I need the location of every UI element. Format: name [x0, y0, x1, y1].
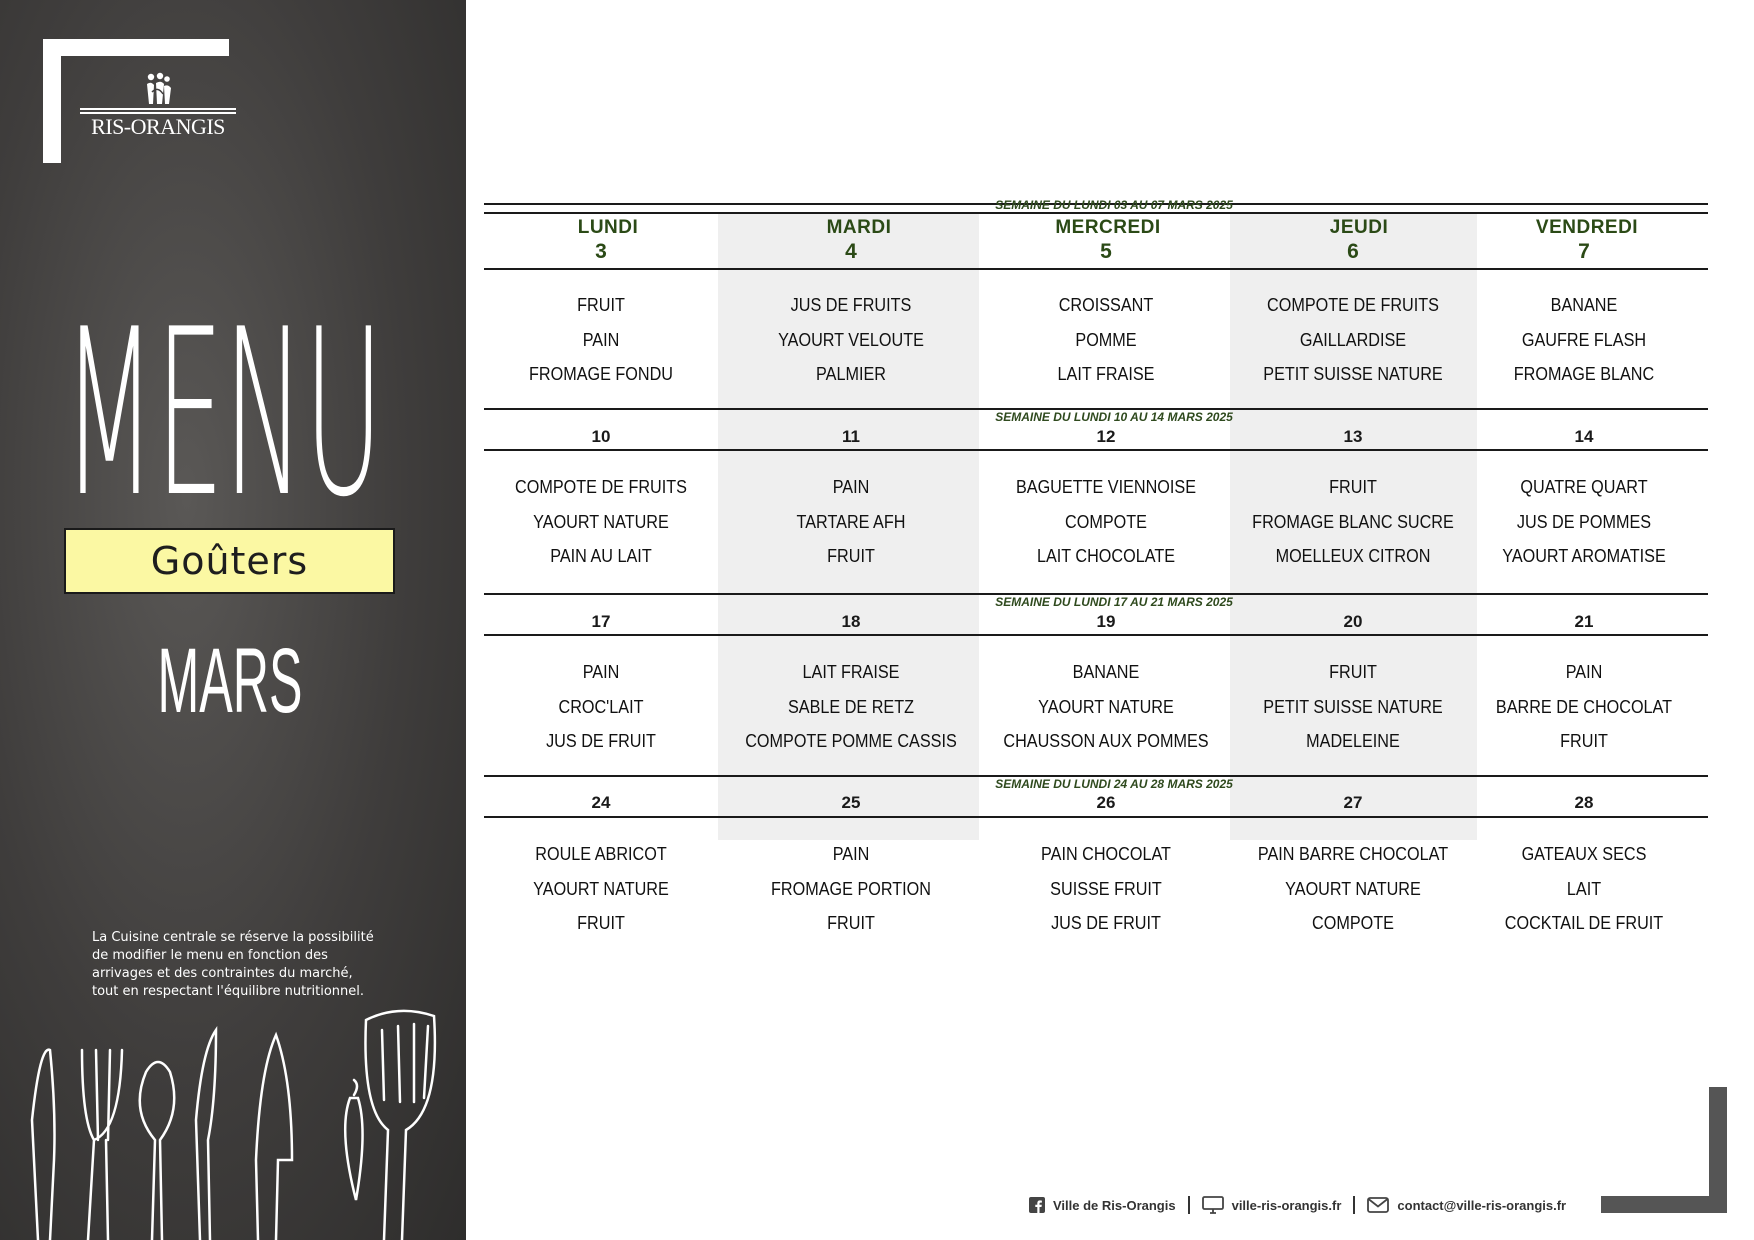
week-label: SEMAINE DU LUNDI 10 AU 14 MARS 2025 [995, 410, 1233, 424]
menu-item: PETIT SUISSE NATURE [1263, 364, 1443, 384]
day-number: 14 [1574, 427, 1594, 446]
menu-item: FRUIT [827, 546, 875, 566]
menu-item: GAILLARDISE [1299, 329, 1407, 350]
menu-item: JUS DE POMMES [1516, 511, 1652, 532]
menu-item: COMPOTE POMME CASSIS [745, 731, 957, 751]
day-number: 13 [1343, 427, 1363, 446]
menu-item: TARTARE AFH [796, 511, 906, 532]
menu-cell [986, 837, 1226, 941]
menu-item: BANANE [1550, 295, 1618, 315]
day-name-jeudi: JEUDI [1329, 217, 1389, 238]
menu-item: JUS DE FRUIT [546, 731, 656, 751]
menu-item: FROMAGE FONDU [529, 364, 673, 384]
corner-frame-right [1709, 1087, 1727, 1213]
menu-item: COMPOTE DE FRUITS [515, 477, 687, 497]
menu-item: GATEAUX SECS [1521, 844, 1647, 864]
day-number: 10 [591, 427, 611, 446]
menu-item: YAOURT NATURE [1285, 878, 1421, 899]
menu-item: COMPOTE [1312, 913, 1394, 933]
menu-item: YAOURT VELOUTE [778, 329, 924, 350]
menu-item: LAIT FRAISE [802, 662, 900, 682]
menu-item: PETIT SUISSE NATURE [1263, 696, 1443, 717]
day-number: 11 [842, 427, 860, 446]
day-number: 17 [591, 612, 611, 631]
day-number: 5 [1100, 240, 1112, 263]
subtitle-box [64, 528, 395, 594]
rule [484, 816, 1708, 818]
menu-item: FRUIT [1329, 662, 1377, 682]
menu-item: MOELLEUX CITRON [1275, 546, 1431, 566]
menu-cell [1464, 655, 1704, 759]
menu-item: PAIN [1565, 662, 1603, 682]
menu-item: FROMAGE BLANC SUCRE [1252, 511, 1454, 532]
day-number: 24 [591, 793, 611, 812]
day-number: 25 [841, 793, 861, 812]
menu-cell [1233, 837, 1473, 941]
day-name-lundi: LUNDI [577, 217, 639, 238]
rule [484, 212, 1708, 214]
menu-item: QUATRE QUART [1520, 477, 1648, 497]
menu-item: YAOURT NATURE [533, 511, 669, 532]
menu-item: PAIN CHOCOLAT [1041, 844, 1171, 864]
ris-orangis-logo [78, 72, 238, 146]
email-link[interactable]: contact@ville-ris-orangis.fr [1397, 1197, 1567, 1213]
menu-item: JUS DE FRUITS [790, 295, 912, 315]
menu-item: BARRE DE CHOCOLAT [1495, 696, 1673, 717]
menu-item: YAOURT AROMATISE [1502, 546, 1666, 566]
utensils-illustration [10, 990, 460, 1240]
menu-item: COMPOTE [1065, 511, 1147, 532]
menu-item: PAIN [582, 329, 620, 350]
menu-item: FRUIT [577, 295, 625, 315]
menu-title-text: MENU [63, 288, 383, 518]
menu-item: PAIN [582, 662, 620, 682]
menu-item: LAIT [1566, 878, 1602, 899]
day-number: 4 [845, 240, 857, 263]
menu-item: CHAUSSON AUX POMMES [1003, 731, 1209, 751]
chalkboard-panel [0, 0, 466, 1240]
month-text: MARS [157, 630, 303, 720]
day-number: 20 [1343, 612, 1363, 631]
week-label: SEMAINE DU LUNDI 24 AU 28 MARS 2025 [995, 777, 1233, 791]
menu-item: PAIN AU LAIT [550, 546, 652, 566]
menu-item: MADELEINE [1306, 731, 1400, 751]
menu-item: FROMAGE PORTION [771, 878, 931, 899]
menu-cell [731, 288, 971, 392]
day-number: 26 [1096, 793, 1116, 812]
subtitle-text: Goûters [150, 539, 309, 583]
menu-item: YAOURT NATURE [1038, 696, 1174, 717]
day-number: 21 [1574, 612, 1594, 631]
menu-cell [986, 470, 1226, 574]
logo-text: RIS-ORANGIS [91, 114, 225, 139]
day-number: 28 [1574, 793, 1594, 812]
week-label: SEMAINE DU LUNDI 03 AU 07 MARS 2025 [995, 198, 1233, 212]
menu-cell [1233, 655, 1473, 759]
corner-frame-left [43, 39, 61, 163]
menu-item: PAIN [832, 477, 870, 497]
menu-item: CROC'LAIT [558, 696, 644, 717]
corner-frame-top [43, 39, 229, 56]
menu-item: JUS DE FRUIT [1051, 913, 1161, 933]
menu-item: BAGUETTE VIENNOISE [1015, 477, 1197, 497]
facebook-link[interactable]: Ville de Ris-Orangis [1053, 1197, 1176, 1213]
rule [484, 268, 1708, 270]
menu-item: PAIN [832, 844, 870, 864]
footer [1029, 1193, 1566, 1217]
menu-item: FRUIT [1560, 731, 1608, 751]
menu-title [58, 288, 388, 518]
website-link[interactable]: ville-ris-orangis.fr [1231, 1197, 1342, 1213]
menu-item: COCKTAIL DE FRUIT [1504, 913, 1664, 933]
footer-separator [1188, 1196, 1190, 1214]
menu-item: PAIN BARRE CHOCOLAT [1257, 844, 1449, 864]
menu-item: CROISSANT [1058, 295, 1154, 315]
menu-item: BANANE [1072, 662, 1140, 682]
menu-item: FROMAGE BLANC [1513, 364, 1655, 384]
day-name-vendredi: VENDREDI [1535, 217, 1639, 238]
menu-item: PALMIER [816, 364, 886, 384]
day-number: 27 [1343, 793, 1363, 812]
day-number: 7 [1578, 240, 1590, 263]
day-number: 6 [1347, 240, 1359, 263]
day-name-mardi: MARDI [826, 217, 892, 238]
menu-item: LAIT CHOCOLATE [1036, 546, 1176, 566]
menu-item: YAOURT NATURE [533, 878, 669, 899]
facebook-icon [1029, 1197, 1045, 1213]
menu-item: POMME [1075, 329, 1137, 350]
month-title [150, 620, 310, 720]
day-number: 3 [595, 240, 607, 263]
disclaimer-text: La Cuisine centrale se réserve la possibilité de modifier le menu en fonction des arrivages et des contraintes du marché, tout en respectant l'équilibre nutritionnel. [92, 930, 374, 999]
menu-item: COMPOTE DE FRUITS [1267, 295, 1439, 315]
menu-item: SUISSE FRUIT [1050, 878, 1162, 899]
menu-item: GAUFRE FLASH [1521, 329, 1647, 350]
menu-cell [1233, 288, 1473, 392]
rule [484, 634, 1708, 636]
menu-cell [731, 655, 971, 759]
menu-cell [1464, 837, 1704, 941]
rule [484, 449, 1708, 451]
envelope-icon [1367, 1197, 1389, 1213]
menu-cell [481, 470, 721, 574]
menu-cell [986, 655, 1226, 759]
day-number: 19 [1096, 612, 1116, 631]
menu-cell [1464, 470, 1704, 574]
menu-item: FRUIT [827, 913, 875, 933]
day-name-mercredi: MERCREDI [1055, 217, 1161, 238]
monitor-icon [1202, 1196, 1224, 1214]
menu-cell [481, 288, 721, 392]
menu-cell [1464, 288, 1704, 392]
menu-item: FRUIT [1329, 477, 1377, 497]
day-number: 12 [1096, 427, 1116, 446]
menu-item: LAIT FRAISE [1057, 364, 1155, 384]
menu-item: FRUIT [577, 913, 625, 933]
menu-cell [1233, 470, 1473, 574]
menu-cell [731, 470, 971, 574]
menu-cell [481, 655, 721, 759]
menu-cell [481, 837, 721, 941]
day-number: 18 [841, 612, 861, 631]
menu-item: SABLE DE RETZ [787, 696, 915, 717]
menu-cell [731, 837, 971, 941]
logo-figures-icon [138, 72, 178, 106]
menu-item: ROULE ABRICOT [535, 844, 667, 864]
menu-cell [986, 288, 1226, 392]
footer-separator [1353, 1196, 1355, 1214]
week-label: SEMAINE DU LUNDI 17 AU 21 MARS 2025 [995, 595, 1233, 609]
